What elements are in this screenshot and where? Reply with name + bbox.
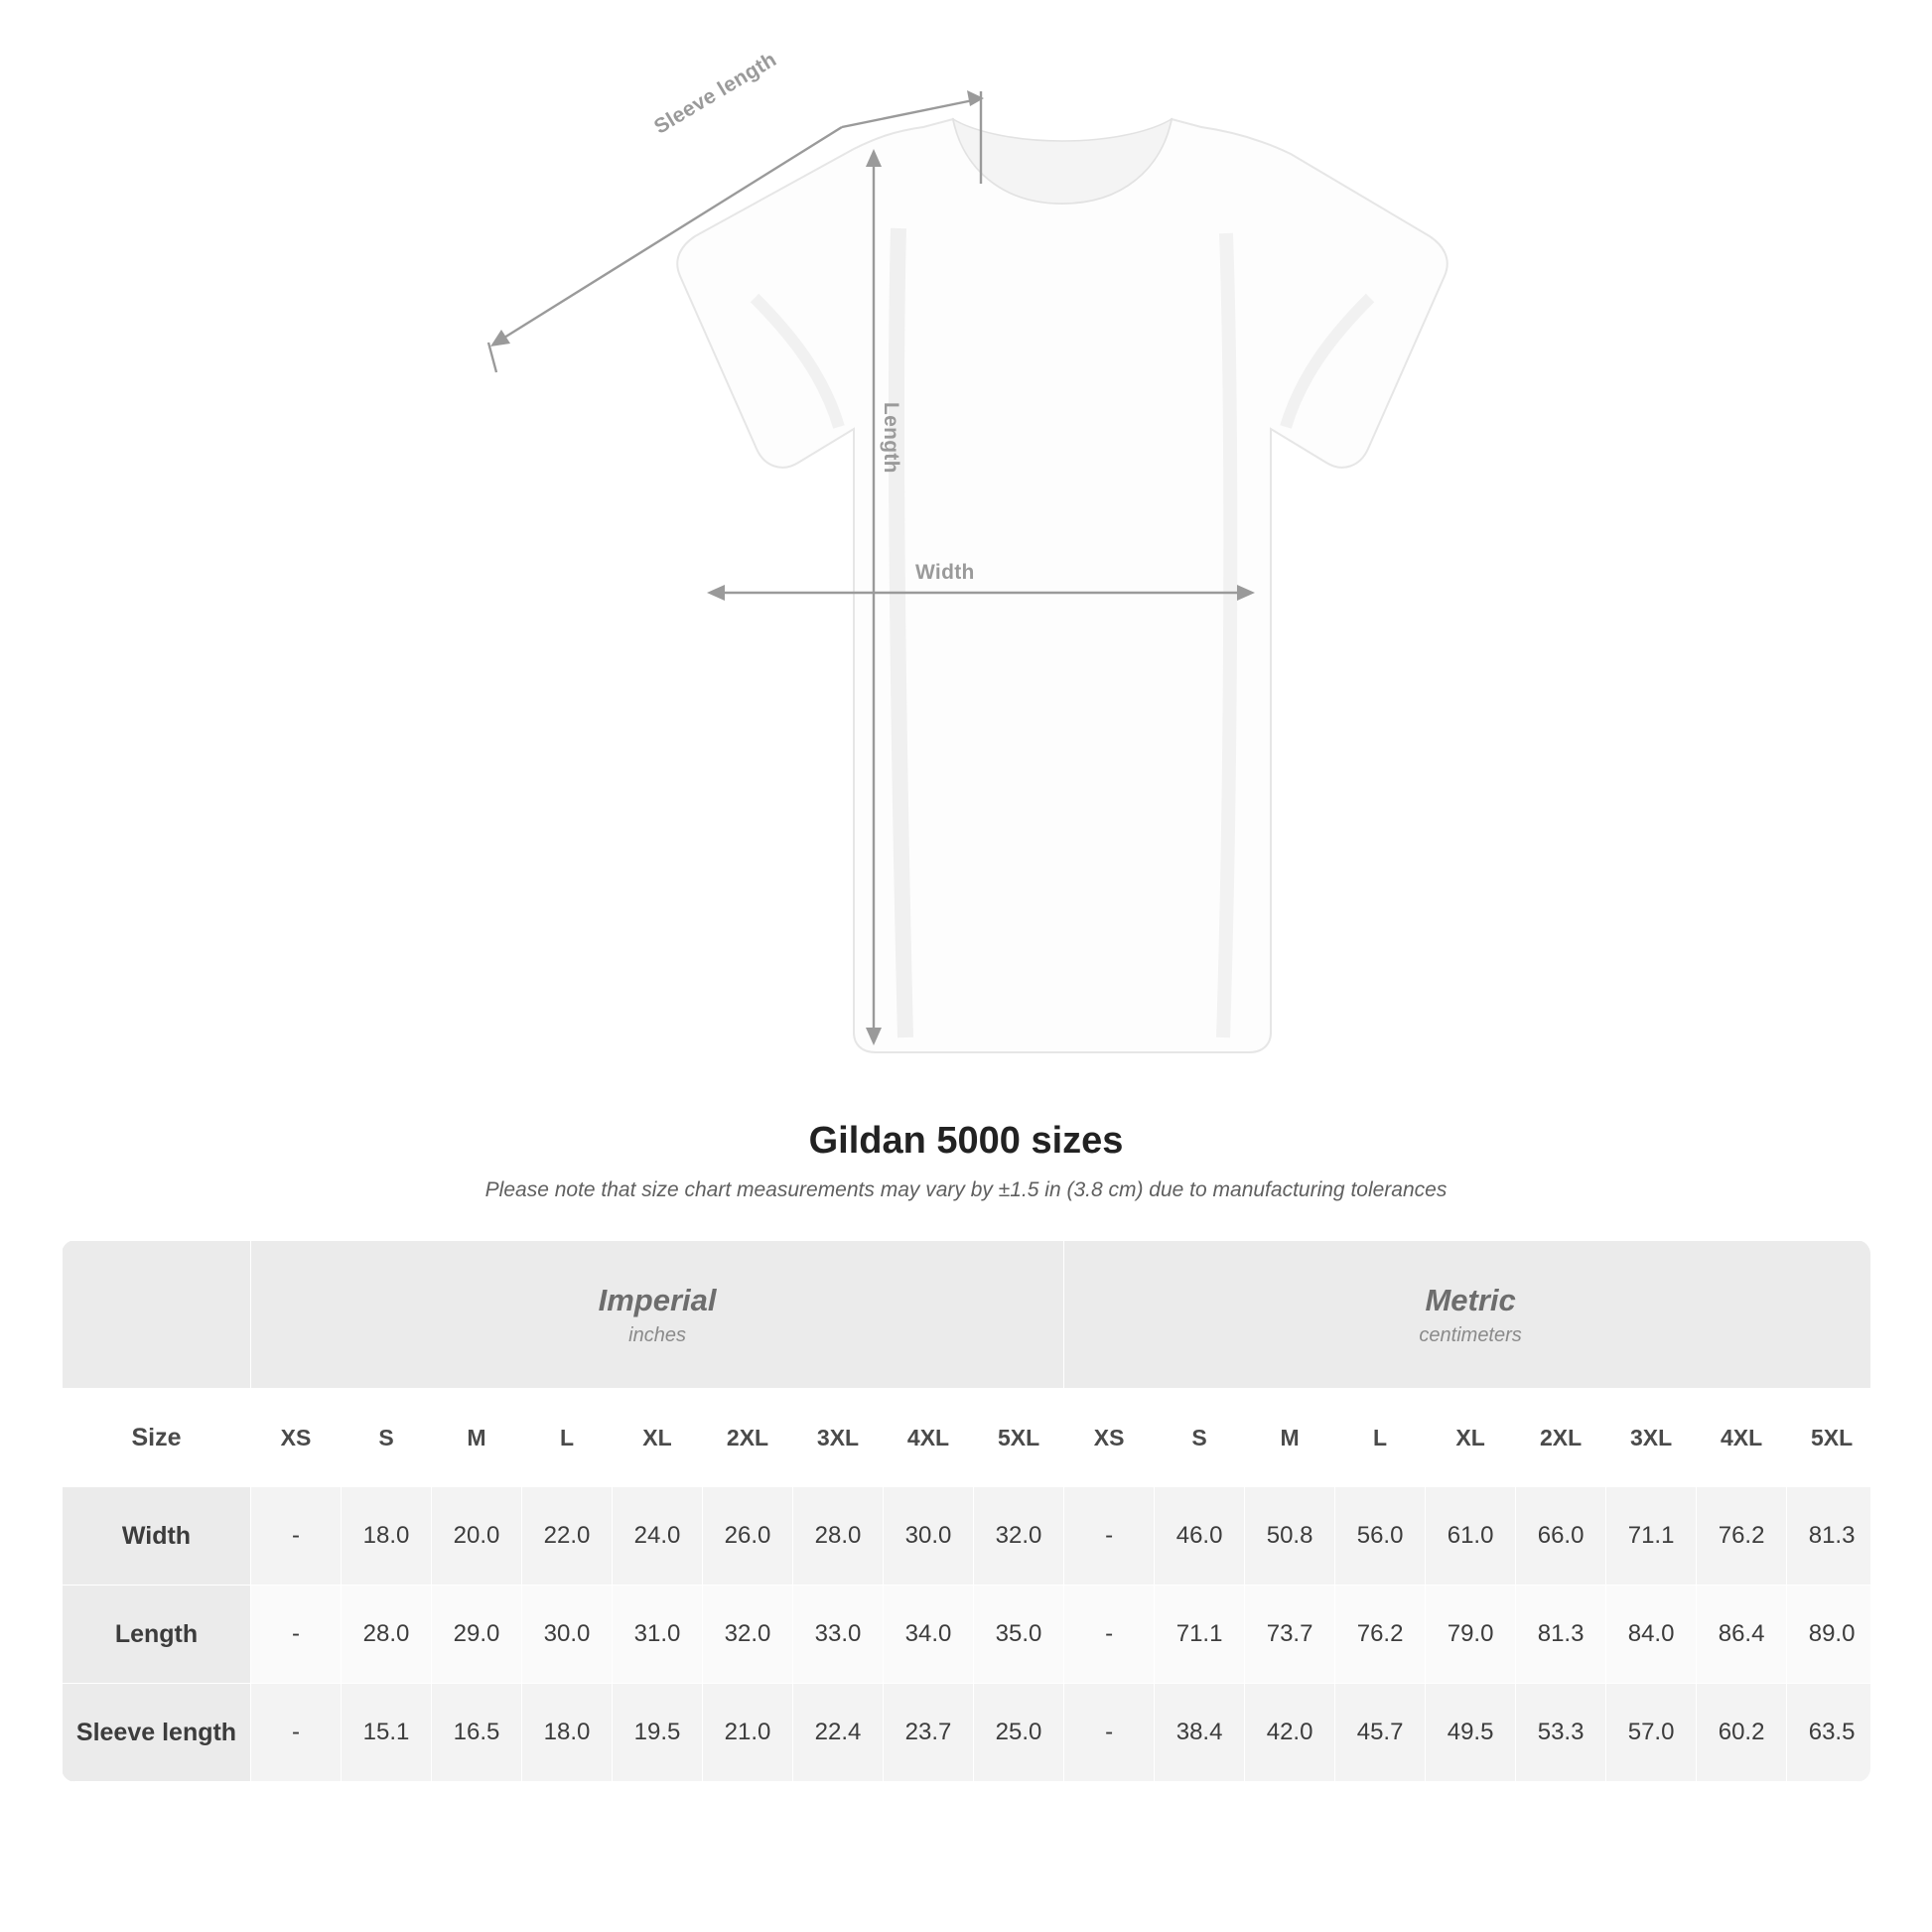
cell-imperial-2xl: 26.0 [703, 1487, 793, 1586]
size-header-metric-3xl: 3XL [1606, 1389, 1697, 1487]
unit-subtitle: centimeters [1419, 1324, 1522, 1347]
cell-imperial-m: 20.0 [432, 1487, 522, 1586]
cell-metric-2xl: 66.0 [1516, 1487, 1606, 1586]
cell-metric-l: 56.0 [1335, 1487, 1426, 1586]
cell-metric-2xl: 81.3 [1516, 1586, 1606, 1684]
table-row [63, 1684, 1871, 1782]
size-header-imperial-3xl: 3XL [793, 1389, 884, 1487]
cell-metric-5xl: 89.0 [1787, 1586, 1870, 1684]
size-header-imperial-5xl: 5XL [974, 1389, 1064, 1487]
size-header-metric-2xl: 2XL [1516, 1389, 1606, 1487]
cell-metric-4xl: 86.4 [1697, 1586, 1787, 1684]
size-header-metric-xl: XL [1426, 1389, 1516, 1487]
size-header-metric-5xl: 5XL [1787, 1389, 1870, 1487]
table-corner-cell [63, 1241, 251, 1389]
size-header-label: Size [63, 1389, 251, 1487]
chart-title-block [0, 1120, 1932, 1202]
cell-metric-s: 46.0 [1155, 1487, 1245, 1586]
size-table-wrapper [62, 1240, 1870, 1782]
cell-metric-l: 45.7 [1335, 1684, 1426, 1782]
cell-metric-3xl: 84.0 [1606, 1586, 1697, 1684]
cell-imperial-s: 18.0 [342, 1487, 432, 1586]
row-label-length: Length [63, 1586, 251, 1684]
cell-imperial-3xl: 28.0 [793, 1487, 884, 1586]
cell-imperial-xl: 31.0 [613, 1586, 703, 1684]
cell-imperial-xs: - [251, 1586, 342, 1684]
cell-metric-xl: 49.5 [1426, 1684, 1516, 1782]
cell-imperial-4xl: 23.7 [884, 1684, 974, 1782]
page-title: Gildan 5000 sizes [808, 1120, 1124, 1162]
size-header-imperial-4xl: 4XL [884, 1389, 974, 1487]
cell-metric-s: 38.4 [1155, 1684, 1245, 1782]
length-dimension-label: Length [880, 402, 902, 474]
table-row [63, 1586, 1871, 1684]
cell-metric-5xl: 63.5 [1787, 1684, 1870, 1782]
row-label-width: Width [63, 1487, 251, 1586]
cell-metric-3xl: 71.1 [1606, 1487, 1697, 1586]
cell-imperial-l: 30.0 [522, 1586, 613, 1684]
size-header-imperial-l: L [522, 1389, 613, 1487]
tolerance-note: Please note that size chart measurements may vary by ±1.5 in (3.8 cm) due to manufacturing tolerances [484, 1178, 1448, 1201]
size-header-metric-m: M [1245, 1389, 1335, 1487]
cell-metric-3xl: 57.0 [1606, 1684, 1697, 1782]
table-row [63, 1487, 1871, 1586]
cell-imperial-5xl: 35.0 [974, 1586, 1064, 1684]
cell-imperial-2xl: 32.0 [703, 1586, 793, 1684]
unit-subtitle: inches [628, 1324, 686, 1347]
cell-imperial-xl: 24.0 [613, 1487, 703, 1586]
size-header-imperial-xl: XL [613, 1389, 703, 1487]
cell-metric-xl: 61.0 [1426, 1487, 1516, 1586]
unit-name: Imperial [598, 1282, 717, 1317]
cell-imperial-3xl: 33.0 [793, 1586, 884, 1684]
cell-imperial-s: 28.0 [342, 1586, 432, 1684]
cell-metric-m: 42.0 [1245, 1684, 1335, 1782]
size-table [62, 1240, 1870, 1782]
cell-metric-l: 76.2 [1335, 1586, 1426, 1684]
cell-imperial-l: 22.0 [522, 1487, 613, 1586]
cell-imperial-2xl: 21.0 [703, 1684, 793, 1782]
cell-imperial-5xl: 32.0 [974, 1487, 1064, 1586]
cell-metric-2xl: 53.3 [1516, 1684, 1606, 1782]
width-dimension-label: Width [915, 561, 975, 584]
cell-imperial-5xl: 25.0 [974, 1684, 1064, 1782]
cell-imperial-4xl: 34.0 [884, 1586, 974, 1684]
cell-imperial-4xl: 30.0 [884, 1487, 974, 1586]
unit-name: Metric [1425, 1282, 1516, 1317]
size-header-metric-4xl: 4XL [1697, 1389, 1787, 1487]
cell-metric-xl: 79.0 [1426, 1586, 1516, 1684]
cell-imperial-xl: 19.5 [613, 1684, 703, 1782]
cell-metric-4xl: 60.2 [1697, 1684, 1787, 1782]
cell-metric-5xl: 81.3 [1787, 1487, 1870, 1586]
cell-metric-s: 71.1 [1155, 1586, 1245, 1684]
cell-imperial-l: 18.0 [522, 1684, 613, 1782]
tshirt-shape [677, 119, 1447, 1052]
cell-imperial-xs: - [251, 1684, 342, 1782]
cell-imperial-xs: - [251, 1487, 342, 1586]
row-label-sleeve-length: Sleeve length [63, 1684, 251, 1782]
size-header-metric-s: S [1155, 1389, 1245, 1487]
unit-header-metric [1064, 1241, 1870, 1389]
cell-imperial-3xl: 22.4 [793, 1684, 884, 1782]
size-header-imperial-s: S [342, 1389, 432, 1487]
cell-metric-xs: - [1064, 1487, 1155, 1586]
cell-metric-xs: - [1064, 1684, 1155, 1782]
cell-imperial-s: 15.1 [342, 1684, 432, 1782]
sleeve-length-dimension-label: Sleeve length [650, 48, 781, 139]
cell-metric-m: 50.8 [1245, 1487, 1335, 1586]
cell-imperial-m: 16.5 [432, 1684, 522, 1782]
cell-metric-xs: - [1064, 1586, 1155, 1684]
size-header-row [63, 1389, 1871, 1487]
unit-header-row [63, 1241, 1871, 1389]
cell-metric-m: 73.7 [1245, 1586, 1335, 1684]
size-header-imperial-m: M [432, 1389, 522, 1487]
cell-imperial-m: 29.0 [432, 1586, 522, 1684]
cell-metric-4xl: 76.2 [1697, 1487, 1787, 1586]
size-header-imperial-xs: XS [251, 1389, 342, 1487]
size-header-imperial-2xl: 2XL [703, 1389, 793, 1487]
size-header-metric-xs: XS [1064, 1389, 1155, 1487]
unit-header-imperial [251, 1241, 1064, 1389]
size-header-metric-l: L [1335, 1389, 1426, 1487]
